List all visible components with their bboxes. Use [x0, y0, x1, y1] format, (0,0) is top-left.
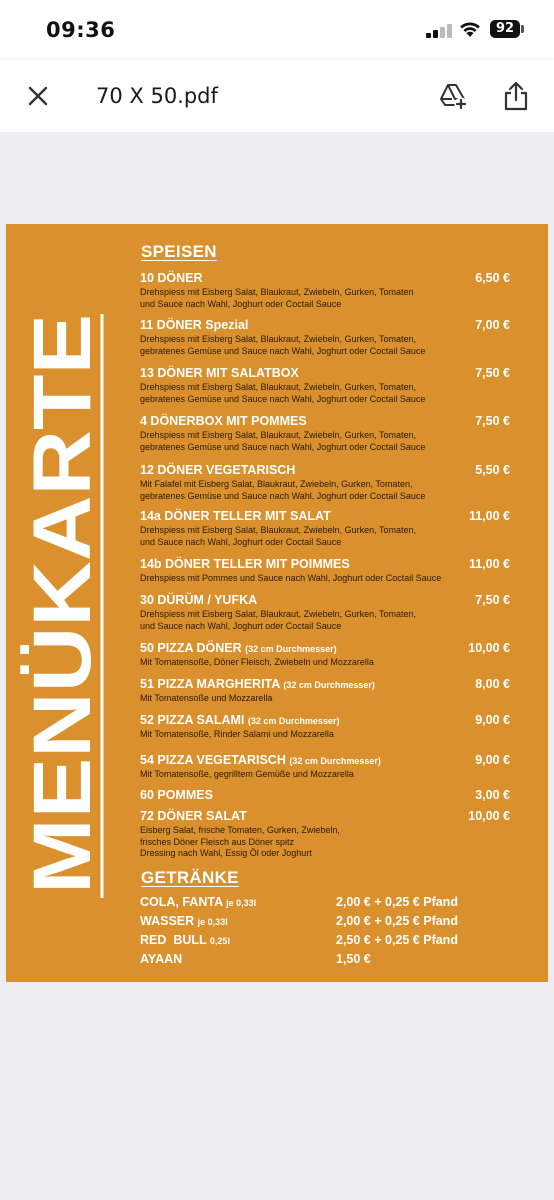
menu-item-name — [140, 713, 510, 727]
menu-item-price: 7,00 € — [475, 318, 510, 332]
menu-item-name — [140, 366, 510, 380]
menu-item-name-text: 30 DÜRÜM / YUFKA — [140, 593, 258, 607]
menu-item-name — [140, 593, 510, 607]
menu-item-description: gebratenes Gemüse und Sauce nach Wahl, Joghurt oder Coctail Sauce — [140, 393, 426, 404]
menu-item — [140, 713, 510, 741]
menu-item-name-text: 52 PIZZA SALAMI — [140, 713, 245, 727]
menu-item-description: Drehspiess mit Eisberg Salat, Blaukraut, Zwiebeln, Gurken, Tomaten, — [140, 525, 416, 535]
menu-item-description: Eisberg Salat, frische Tomaten, Gurken, Zwiebeln, — [140, 825, 340, 835]
menu-item-name-text: 10 DÖNER — [140, 271, 203, 285]
menu-item-price: 6,50 € — [475, 271, 510, 285]
menu-item — [140, 557, 510, 585]
status-bar — [0, 0, 554, 60]
menu-item-size-note: (32 cm Durchmesser) — [283, 680, 375, 690]
menu-item-price: 5,50 € — [475, 463, 510, 477]
menu-item-description: und Sauce nach Wahl, Joghurt oder Coctail Sauce — [140, 620, 342, 631]
add-to-drive-icon[interactable] — [437, 80, 469, 112]
menu-item-description: Drehspiess mit Eisberg Salat, Blaukraut, Zwiebeln, Gurken, Tomaten, — [140, 334, 416, 344]
drink-name-text: COLA, FANTA — [140, 895, 223, 909]
menu-item-description: Drehspiess mit Eisberg Salat, Blaukraut, Zwiebeln, Gurken, Tomaten, — [140, 430, 416, 440]
menu-item-description: Mit Tomatensoße, Rinder Salami und Mozzarella — [140, 729, 334, 739]
menu-item-price: 3,00 € — [475, 788, 510, 802]
menu-item-name — [140, 753, 510, 767]
share-icon[interactable] — [503, 80, 529, 112]
menu-item-name — [140, 318, 510, 332]
menu-item — [140, 414, 510, 453]
menu-item-size-note: (32 cm Durchmesser) — [245, 644, 337, 654]
battery-tip — [521, 25, 524, 33]
wifi-icon — [458, 20, 482, 38]
menu-item-description: und Sauce nach Wahl, Joghurt oder Coctail Sauce — [140, 298, 342, 309]
menu-item-name — [140, 414, 510, 428]
vertical-title-text: MENÜKARTE — [17, 370, 108, 894]
menu-item-description: Mit Tomatensoße, gegrilltem Gemüße und Mozzarella — [140, 769, 354, 779]
menu-item-price: 10,00 € — [468, 809, 510, 823]
menu-item — [140, 593, 510, 632]
menu-item-name-text: 51 PIZZA MARGHERITA — [140, 677, 280, 691]
menu-item-name-text: 13 DÖNER MIT SALATBOX — [140, 366, 299, 380]
section-title-getraenke: GETRÄNKE — [141, 868, 239, 887]
menu-item-size-note: (32 cm Durchmesser) — [247, 716, 340, 726]
vertical-menu-title — [17, 312, 108, 900]
menu-item-price: 8,00 € — [475, 677, 510, 691]
drink-name-text: RED BULL — [140, 933, 207, 947]
drink-item — [140, 952, 480, 970]
drink-item — [140, 895, 480, 913]
drink-price: 2,00 € + 0,25 € Pfand — [336, 914, 458, 928]
menu-item-name-text: 72 DÖNER SALAT — [140, 809, 247, 823]
menu-item-price: 7,50 € — [475, 414, 510, 428]
menu-item-name — [140, 788, 510, 802]
menu-item — [140, 677, 510, 705]
menu-item-size-note: (32 cm Durchmesser) — [289, 756, 381, 766]
drink-size-note: 0,25l — [209, 936, 230, 946]
drink-price: 1,50 € — [336, 952, 371, 966]
menu-item-name-text: 4 DÖNERBOX MIT POMMES — [140, 414, 307, 428]
menu-item-name-text: 12 DÖNER VEGETARISCH — [140, 463, 296, 477]
drink-size-note: je 0,33l — [226, 898, 257, 908]
menu-item — [140, 463, 510, 502]
signal-icon — [426, 22, 454, 38]
menu-item-description: Mit Tomatensoße, Döner Fleisch, Zwiebeln und Mozzarella — [140, 657, 374, 667]
menu-item-description: Drehspiess mit Eisberg Salat, Blaukraut, Zwiebeln, Gurken, Tomaten, — [140, 382, 416, 392]
menu-item-name — [140, 463, 510, 477]
battery-icon: 92 — [490, 20, 520, 38]
menu-item-description: frisches Döner Fleisch aus Döner spitz — [140, 836, 295, 847]
menu-item-price: 10,00 € — [468, 641, 510, 655]
menu-item-description: Drehspiess mit Eisberg Salat, Blaukraut, Zwiebeln, Gurken, Tomaten — [140, 287, 414, 297]
menu-item — [140, 788, 510, 802]
menu-item — [140, 271, 510, 310]
menu-item-price: 7,50 € — [475, 593, 510, 607]
close-icon[interactable] — [24, 82, 52, 110]
status-time: 09:36 — [46, 18, 116, 42]
drink-name — [140, 952, 480, 966]
menu-item-description: Dressing nach Wahl, Essig Öl oder Joghurt — [140, 848, 312, 858]
menu-item-name-text: 11 DÖNER Spezial — [140, 318, 249, 332]
menu-item-name-text: 14a DÖNER TELLER MIT SALAT — [140, 509, 331, 523]
menu-item — [140, 641, 510, 669]
menu-item-description: Mit Falafel mit Eisberg Salat, Blaukraut, Zwiebeln, Gurken, Tomaten, — [140, 479, 413, 489]
menu-item-name — [140, 641, 510, 655]
menu-item-name-text: 14b DÖNER TELLER MIT POIMMES — [140, 557, 350, 571]
menu-item — [140, 753, 510, 781]
menu-item-description: gebratenes Gemüse und Sauce nach Wahl, Joghurt oder Coctail Sauce — [140, 345, 426, 356]
menu-item-name — [140, 677, 510, 691]
menu-item-name — [140, 557, 510, 571]
drink-name-text: AYAAN — [140, 952, 183, 966]
menu-item-name — [140, 809, 510, 823]
menu-item — [140, 318, 510, 357]
menu-item-name — [140, 509, 510, 523]
pdf-toolbar — [0, 60, 554, 132]
menu-item-price: 9,00 € — [475, 713, 510, 727]
menu-item-description: gebratenes Gemüse und Sauce nach Wahl, Joghurt oder Coctail Sauce — [140, 441, 426, 452]
menu-item-name-text: 60 POMMES — [140, 788, 213, 802]
menu-item-description: Drehspiess mit Pommes und Sauce nach Wahl, Joghurt oder Coctail Sauce — [140, 573, 442, 583]
drink-size-note: je 0,33l — [197, 917, 228, 927]
menu-item-name — [140, 271, 510, 285]
menu-item-price: 7,50 € — [475, 366, 510, 380]
menu-item — [140, 809, 510, 860]
menu-item — [140, 366, 510, 405]
menu-item-description: Drehspiess mit Eisberg Salat, Blaukraut, Zwiebeln, Gurken, Tomaten, — [140, 609, 416, 619]
menu-item-price: 11,00 € — [468, 509, 510, 523]
drink-item — [140, 933, 480, 951]
section-title-speisen: SPEISEN — [141, 242, 217, 261]
drink-name-text: WASSER — [140, 914, 195, 928]
menu-item-description: und Sauce nach Wahl, Joghurt oder Coctail Sauce — [140, 536, 342, 547]
menu-item-description: Mit Tomatensoße und Mozzarella — [140, 693, 273, 703]
document-title: 70 X 50.pdf — [96, 84, 218, 108]
drink-item — [140, 914, 480, 932]
menu-item-price: 11,00 € — [468, 557, 510, 571]
drink-price: 2,50 € + 0,25 € Pfand — [336, 933, 458, 947]
menu-item-description: gebratenes Gemüse und Sauce nach Wahl, Joghurt oder Coctail Sauce — [140, 490, 426, 501]
menu-item-price: 9,00 € — [475, 753, 510, 767]
drink-price: 2,00 € + 0,25 € Pfand — [336, 895, 458, 909]
menu-item-name-text: 54 PIZZA VEGETARISCH — [140, 753, 286, 767]
menu-item — [140, 509, 510, 548]
menu-item-name-text: 50 PIZZA DÖNER — [140, 641, 242, 655]
